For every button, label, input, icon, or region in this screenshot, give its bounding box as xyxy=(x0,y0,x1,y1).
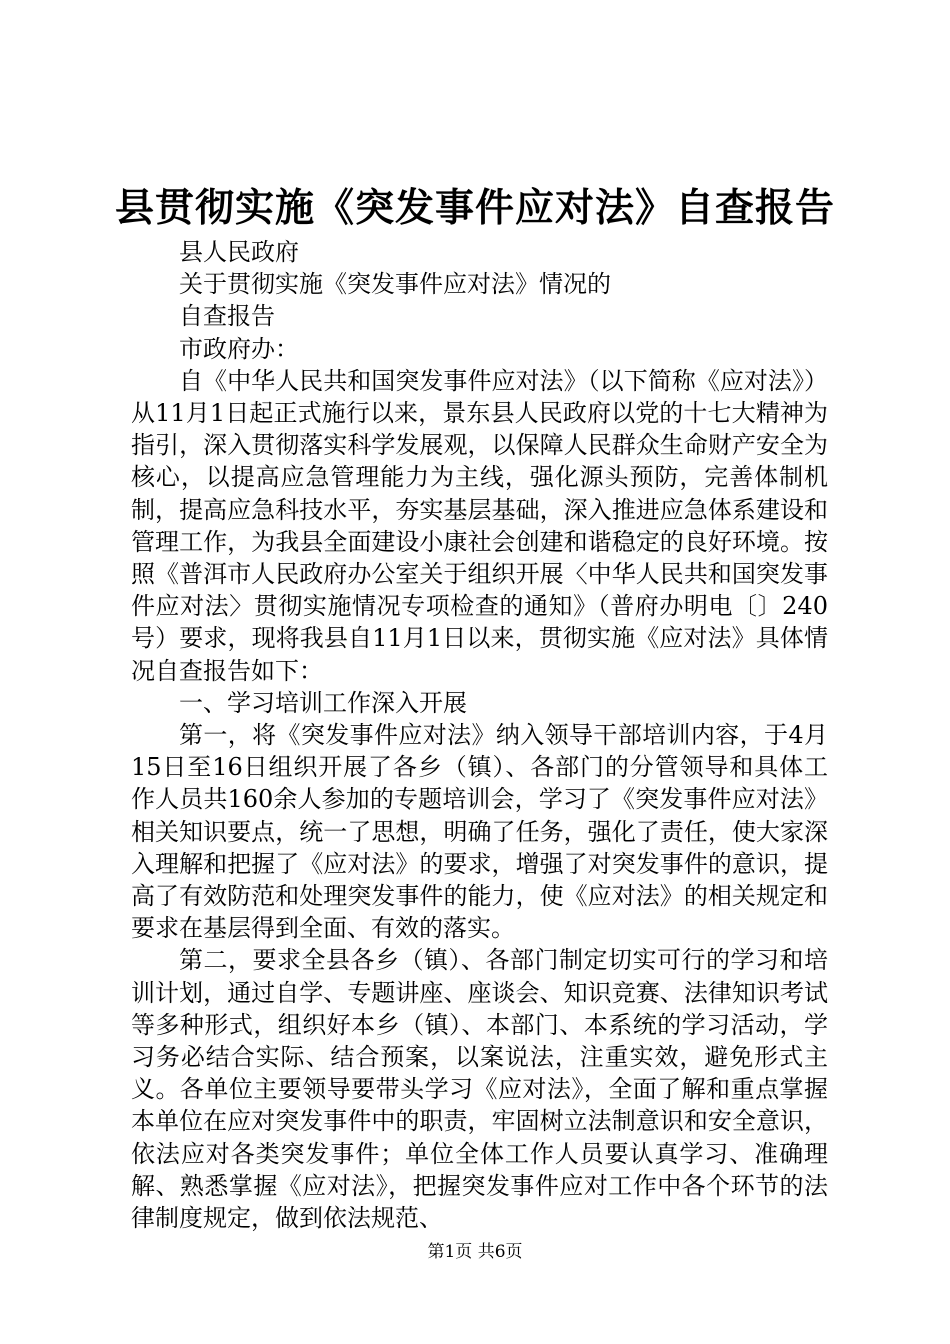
issuer-line: 县人民政府 xyxy=(179,238,299,266)
report-type-line: 自查报告 xyxy=(179,302,275,331)
recipient-line: 市政府办： xyxy=(179,334,299,363)
report-subject-line: 关于贯彻实施《突发事件应对法》情况的 xyxy=(179,270,611,299)
body-paragraph: 第一，将《突发事件应对法》纳入领导干部培训内容，于4月15日至16日组织开展了各乡（镇）、各部门的分管领导和具体工作人员共160余人参加的专题培训会，学习了《突发事件应对法》相关知识要点，统一了思想，明确了任务，强化了责任，使大家深入理解和把握了《应对法》的要求，增强了对突发事件的意识，提高了有效防范和处理突发事件的能力，使《应对法》的相关规定和要求在基层得到全面、有效的落实。 xyxy=(131,721,828,943)
intro-paragraph: 自《中华人民共和国突发事件应对法》（以下简称《应对法》）从11月1日起正式施行以来，景东县人民政府以党的十七大精神为指引，深入贯彻落实科学发展观，以保障人民群众生命财产安全为核心，以提高应急管理能力为主线，强化源头预防，完善体制机制，提高应急科技水平，夯实基层基础，深入推进应急体系建设和管理工作，为我县全面建设小康社会创建和谐稳定的良好环境。按照《普洱市人民政府办公室关于组织开展〈中华人民共和国突发事件应对法〉贯彻实施情况专项检查的通知》（普府办明电〔〕240号）要求，现将我县自11月1日以来，贯彻实施《应对法》具体情况自查报告如下： xyxy=(131,366,828,685)
section-heading: 一、学习培训工作深入开展 xyxy=(179,688,467,717)
document-title: 县贯彻实施《突发事件应对法》自查报告 xyxy=(114,185,835,231)
body-paragraph: 第二，要求全县各乡（镇）、各部门制定切实可行的学习和培训计划，通过自学、专题讲座、座谈会、知识竞赛、法律知识考试等多种形式，组织好本乡（镇）、本部门、本系统的学习活动，学习务必结合实际、结合预案，以案说法，注重实效，避免形式主义。各单位主要领导要带头学习《应对法》，全面了解和重点掌握本单位在应对突发事件中的职责，牢固树立法制意识和安全意识，依法应对各类突发事件；单位全体工作人员要认真学习、准确理解、熟悉掌握《应对法》，把握突发事件应对工作中各个环节的法律制度规定，做到依法规范、 xyxy=(131,946,828,1233)
document-body xyxy=(131,236,828,1234)
page-number-footer: 第1页 共6页 xyxy=(427,1242,523,1262)
